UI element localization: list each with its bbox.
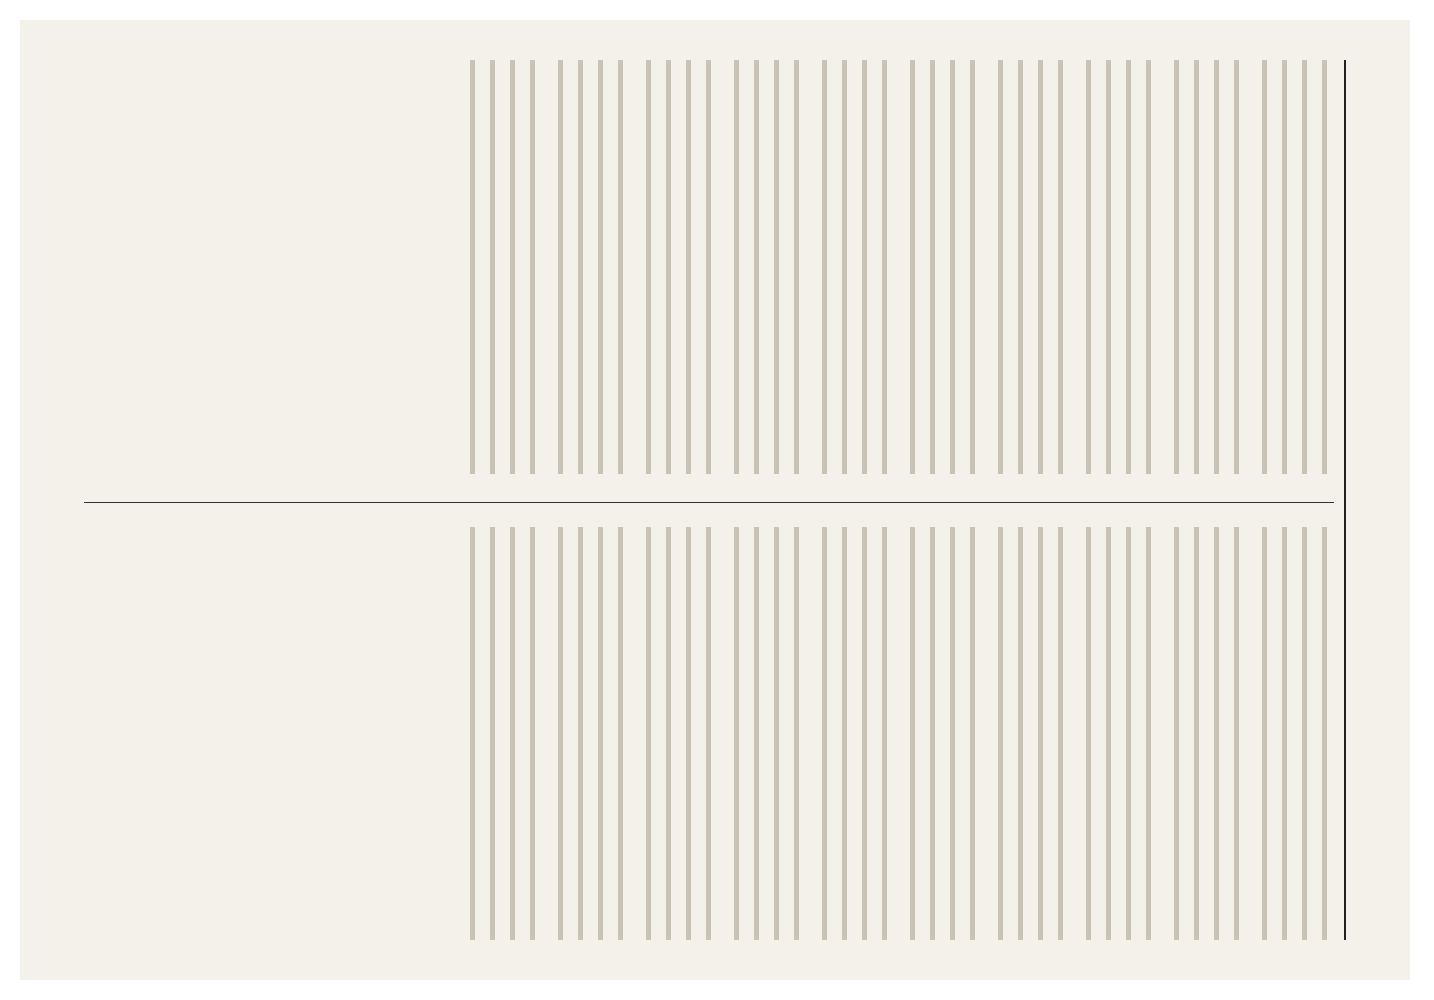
page-header bbox=[1344, 60, 1380, 940]
column-marker bbox=[698, 26, 714, 38]
paragraph bbox=[638, 527, 718, 941]
paragraph bbox=[1166, 60, 1246, 474]
scan-credit bbox=[2, 20, 16, 980]
column-marker bbox=[1318, 26, 1334, 38]
paragraph bbox=[462, 527, 542, 941]
document-page bbox=[20, 20, 1410, 980]
column-marker bbox=[698, 469, 714, 481]
paragraph bbox=[1254, 527, 1334, 941]
paragraph bbox=[550, 527, 630, 941]
column-marker bbox=[1318, 469, 1334, 481]
paragraph bbox=[638, 60, 718, 474]
paragraph bbox=[902, 527, 982, 941]
paragraph bbox=[902, 60, 982, 474]
paragraph bbox=[1078, 60, 1158, 474]
text-columns bbox=[84, 60, 1334, 940]
paragraph bbox=[1078, 527, 1158, 941]
paragraph bbox=[990, 60, 1070, 474]
paragraph bbox=[726, 60, 806, 474]
column-right bbox=[84, 502, 1334, 941]
paragraph bbox=[1166, 527, 1246, 941]
scanned-page bbox=[20, 20, 1410, 980]
paragraph bbox=[726, 527, 806, 941]
paragraph bbox=[550, 60, 630, 474]
column-left bbox=[84, 60, 1334, 474]
paragraph bbox=[990, 527, 1070, 941]
paragraph bbox=[1254, 60, 1334, 474]
paragraph bbox=[462, 60, 542, 474]
paragraph bbox=[814, 60, 894, 474]
paragraph bbox=[814, 527, 894, 941]
